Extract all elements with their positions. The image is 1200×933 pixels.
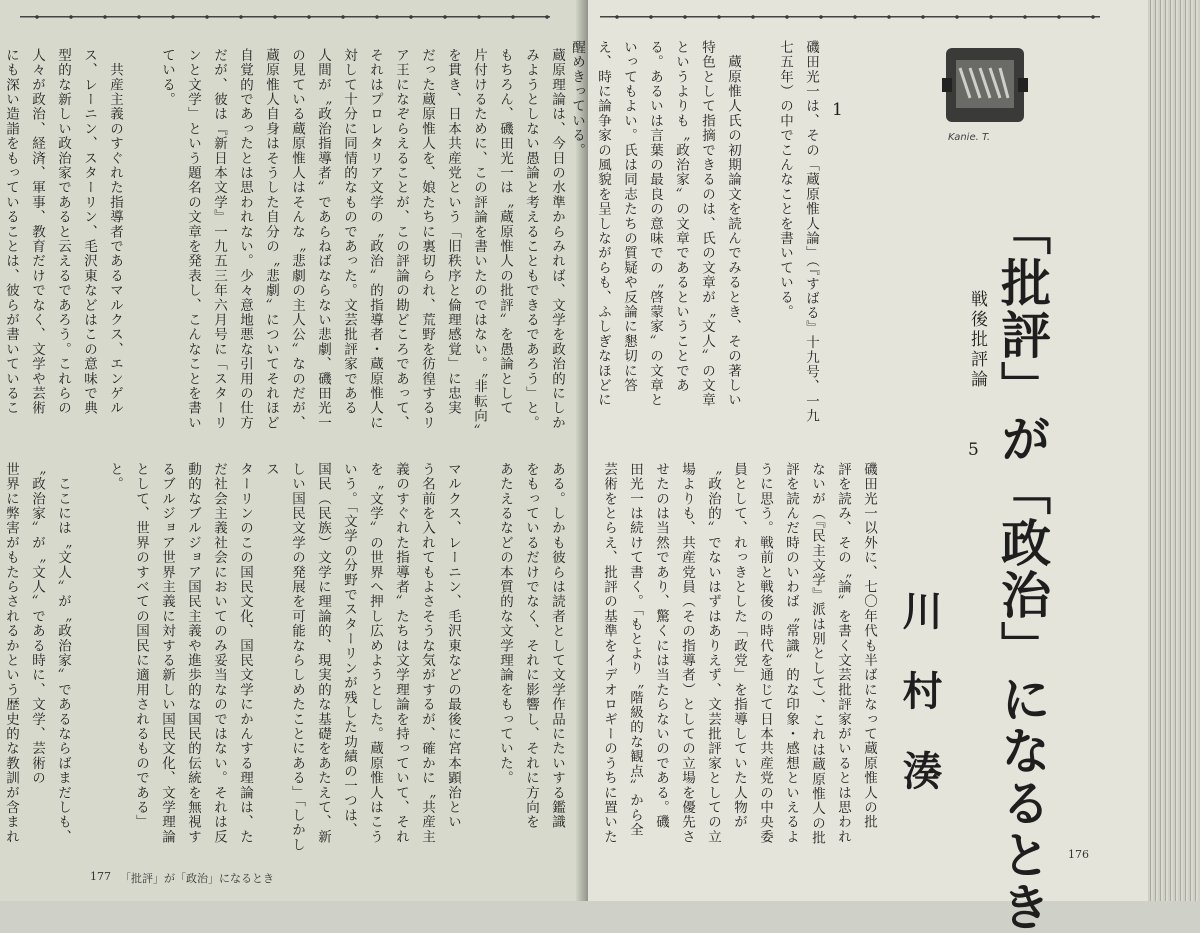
text-column-line: 自覚的であったとは思われない。少々意地悪な引用の仕方 bbox=[237, 48, 253, 431]
right-lower-body-text bbox=[592, 462, 882, 862]
right-upper-body-text bbox=[569, 40, 824, 440]
text-column-line: もちろん、磯田光一は〝蔵原惟人の批評〟を愚論として bbox=[497, 48, 513, 416]
text-column-line: の見ている蔵原惟人はそんな〝悲劇の主人公〟なのだが、 bbox=[289, 48, 305, 431]
text-column-line: 特色として指摘できるのは、氏の文章が〝文人〟の文章 bbox=[699, 40, 715, 408]
text-column-line: を〝文学〟の世界へ押し広めようとした。蔵原惟人はこう bbox=[367, 462, 383, 845]
text-column-line bbox=[76, 462, 102, 862]
series-number: 5 bbox=[968, 440, 979, 460]
text-column-line: 芸術をとらえ、批評の基準をイデオロギーのうちに置いた bbox=[601, 462, 617, 845]
right-folio: 176 bbox=[1068, 848, 1089, 861]
text-column-line: あたえるなどの本質的な文学理論をもっていた。 bbox=[497, 462, 513, 786]
text-column-line: をもっているだけでなく、それに影響し、それに方向を bbox=[523, 462, 539, 830]
left-running-head: 「批評」が「政治」になるとき bbox=[120, 872, 274, 885]
text-column-line: 人々が政治、経済、軍事、教育だけでなく、文学や芸術 bbox=[29, 48, 45, 416]
section-number: 1 bbox=[832, 100, 843, 120]
illustration-signature: Kanie. T. bbox=[948, 132, 991, 143]
text-column-line: 蔵原理論は、今日の水準からみれば、文学を政治的にしか bbox=[549, 48, 565, 431]
left-upper-body-text bbox=[3, 48, 570, 443]
page-stack-edge bbox=[1148, 0, 1200, 901]
text-column-line: 蔵原惟人自身はそうした自分の〝悲劇〟についてそれほど bbox=[263, 48, 279, 431]
text-column-line: 磯田光一以外に、七〇年代も半ばになって蔵原惟人の批 bbox=[861, 462, 877, 830]
text-column-line: ここには〝文人〟が〝政治家〟であるならばまだしも、 bbox=[55, 462, 71, 845]
text-column-line: る。あるいは言葉の最良の意味での〝啓蒙家〟の文章と bbox=[647, 40, 663, 408]
text-column-line: として、世界のすべての国民に適用されるものである」 bbox=[133, 462, 149, 830]
text-column-line bbox=[128, 48, 154, 443]
text-column-line: ア王になぞらえることが、この評論の勘どころであって、 bbox=[393, 48, 409, 431]
text-column-line: それはプロレタリア文学の〝政治〟的指導者・蔵原惟人に bbox=[367, 48, 383, 431]
text-column-line: 七五年）の中でこんなことを書いている。 bbox=[777, 40, 793, 320]
text-column-line: 国民（民族）文学に理論的、現実的な基礎をあたえて、新 bbox=[315, 462, 331, 845]
text-column-line: 磯田光一は、その「蔵原惟人論」（『すばる』十九号、一九 bbox=[803, 40, 819, 424]
text-column-line: だった蔵原惟人を、娘たちに裏切られ、荒野を彷徨するリ bbox=[419, 48, 435, 431]
left-lower-body-text bbox=[3, 462, 570, 862]
text-column-line: というよりも〝政治家〟の文章であるということであ bbox=[673, 40, 689, 393]
text-column-line: ないが（『民主文学』派は別として）、これは蔵原惟人の批 bbox=[809, 462, 825, 846]
text-column-line: 評を読んだ時のいわば〝常識〟的な印象・感想といえるよ bbox=[783, 462, 799, 845]
left-page bbox=[0, 0, 588, 901]
text-column-line: 蔵原惟人氏の初期論文を読んでみるとき、その著しい bbox=[725, 40, 741, 408]
text-column-line: うに思う。戦前と戦後の時代を通じて日本共産党の中央委 bbox=[757, 462, 773, 845]
text-column-line: 場よりも、共産党員（その指導者）としての立場を優先さ bbox=[679, 462, 695, 845]
text-column-line: マルクス、レーニン、毛沢東などの最後に宮本顕治とい bbox=[445, 462, 461, 830]
text-column-line: 義のすぐれた指導者〟たちは文学理論を持っていて、それ bbox=[393, 462, 409, 845]
text-column-line: ターリンのこの国民文化、国民文学にかんする理論は、た bbox=[237, 462, 253, 845]
text-column-line: 対して十分に同情的なものであった。文芸批評家である bbox=[341, 48, 357, 416]
text-column-line: え、時に論争家の風貌を呈しながらも、ふしぎなほどに bbox=[595, 40, 611, 408]
text-column-line: いう。「文学の分野でスターリンが残した功績の一つは、 bbox=[341, 462, 357, 838]
text-column-line: 醒めきっている。 bbox=[569, 40, 585, 158]
text-column-line: いってもよい。氏は同志たちの質疑や反論に懇切に答 bbox=[621, 40, 637, 393]
text-column-line: ある。しかも彼らは読者として文学作品にたいする鑑識 bbox=[549, 462, 565, 830]
text-column-line: ンと文学」という題名の文章を発表し、こんなことを書い bbox=[185, 48, 201, 431]
text-column-line bbox=[746, 40, 772, 440]
article-title: 「批評」が「政治」になるとき bbox=[993, 205, 1052, 933]
text-column-line: だ社会主義社会においてのみ妥当なのではない。それは反 bbox=[211, 462, 227, 845]
text-column-line: ている。 bbox=[159, 48, 175, 107]
text-column-line: 田光一は続けて書く。「もとより〝階級的な観点〟から全 bbox=[627, 462, 643, 838]
text-column-line: を貫き、日本共産党という「旧秩序と倫理感覚」に忠実 bbox=[445, 48, 461, 416]
text-column-line: 員として、れっきとした「政党」を指導していた人物が bbox=[731, 462, 747, 830]
author-name: 川村湊 bbox=[896, 590, 943, 830]
text-column-line: 型的な新しい政治家であると云えるであろう。これらの bbox=[55, 48, 71, 416]
text-column-line: みようとしない愚論と考えることもできるであろう」と。 bbox=[523, 48, 539, 431]
text-column-line: 動的なブルジョア国民主義や進歩的な国民的伝統を無視す bbox=[185, 462, 201, 845]
text-column-line: るブルジョア世界主義に対する新しい国民文化、文学理論 bbox=[159, 462, 175, 845]
text-column-line: 世界に弊害がもたらされるかという歴史的な教訓が含まれ bbox=[3, 462, 19, 845]
text-column-line: 〝政治家〟が〝文人〟である時に、文学、芸術の bbox=[29, 462, 45, 786]
text-column-line: 〝政治的〟でないはずはありえず、文芸批評家としての立 bbox=[705, 462, 721, 845]
text-column-line: しい国民文学の発展を可能ならしめたことにある」「しかしス bbox=[263, 462, 305, 853]
series-name: 戦後批評論 bbox=[967, 290, 987, 390]
text-column-line: と。 bbox=[107, 462, 123, 492]
text-column-line: だが、彼は『新日本文学』一九五三年六月号に「スターリ bbox=[211, 48, 227, 431]
text-column-line: 片付けるために、この評論を書いたのではない。〝非転向〟 bbox=[471, 48, 487, 439]
left-folio: 177 bbox=[90, 870, 111, 883]
text-column-line: 人間が〝政治指導者〟であらねばならない悲劇、磯田光一 bbox=[315, 48, 331, 431]
text-column-line: 共産主義のすぐれた指導者であるマルクス、エンゲル bbox=[107, 48, 123, 416]
top-ornament-rule bbox=[600, 10, 1100, 24]
text-column-line: ス、レーニン、スターリン、毛沢東などはこの意味で典 bbox=[81, 48, 97, 416]
text-column-line: せたのは当然であり、驚くには当たらないのである。磯 bbox=[653, 462, 669, 830]
text-column-line: にも深い造詣をもっていることは、彼らが書いているこ bbox=[3, 48, 19, 416]
illustration-image bbox=[942, 38, 1028, 138]
text-column-line: う名前を入れてもよさそうな気がするが、確かに〝共産主 bbox=[419, 462, 435, 845]
top-ornament-rule bbox=[20, 10, 550, 24]
text-column-line bbox=[466, 462, 492, 862]
text-column-line: 評を読み、その〝論〟を書く文芸批評家がいるとは思われ bbox=[835, 462, 851, 845]
